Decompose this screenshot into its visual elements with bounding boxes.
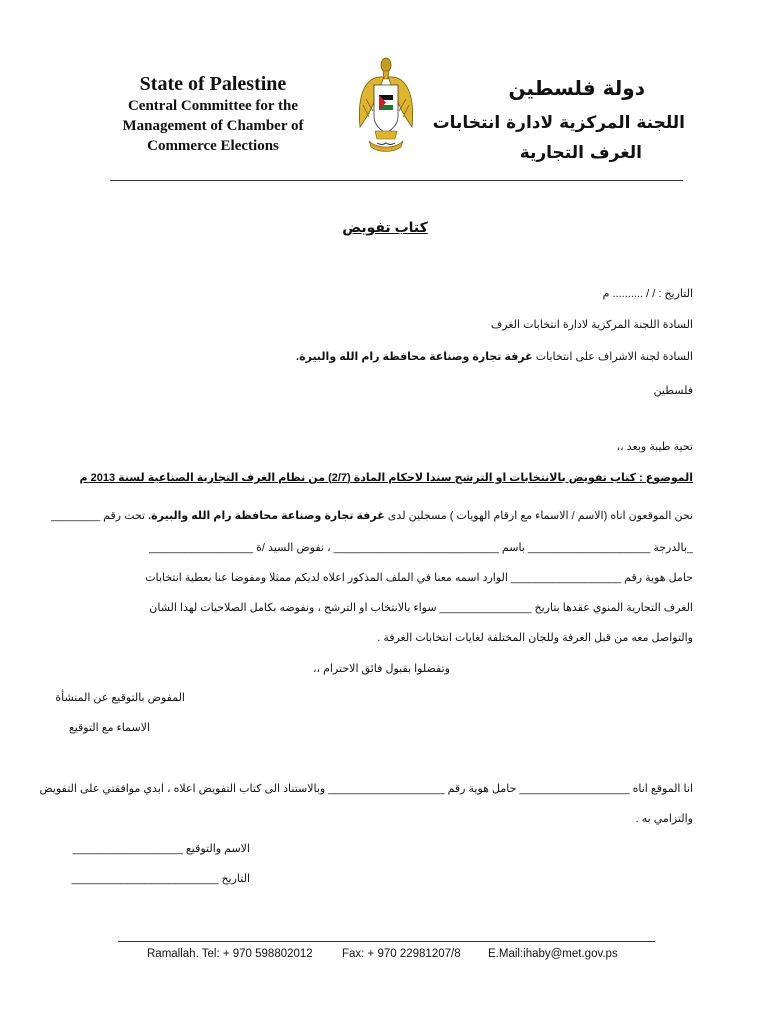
document-title: كتاب تفويض	[342, 219, 428, 235]
signature-label: المفوض بالتوقيع عن المنشأة	[55, 692, 185, 704]
footer-email: E.Mail:ihaby@met.gov.ps	[488, 948, 618, 960]
footer-fax: Fax: + 970 22981207/8	[342, 948, 461, 960]
header-en-subtitle-1: Central Committee for the	[127, 98, 299, 114]
recipient-line-2	[296, 350, 693, 363]
registration-number-field: تحت رقم ________	[51, 510, 149, 522]
paragraph-chamber-name: غرفة تجارة وصناعة محافظة رام الله والبيرة.	[148, 510, 385, 522]
header-divider	[110, 180, 683, 181]
paragraph-line-2: _بالدرجة ____________________ باسم ___________________________ ، نفوض السيد /ة _________________	[149, 542, 693, 554]
consent-line-2: والتزامي به .	[635, 813, 693, 825]
header-ar-title: دولة فلسطين	[508, 76, 645, 100]
consent-line: انا الموقع اناه __________________ حامل هوية رقم ___________________ وبالاستناد الى كتاب التفويض اعلاه ، ابدي موافقتي على التفويض	[39, 783, 693, 795]
header-en-title: State of Palestine	[139, 73, 287, 95]
name-signature-field: الاسم والتوقيع __________________	[72, 843, 250, 855]
names-signature-label: الاسماء مع التوقيع	[68, 722, 150, 734]
date-line: التاريخ : / / .......... م	[602, 288, 693, 300]
footer-address: Ramallah. Tel: + 970 598802012	[147, 948, 313, 960]
recipient-line-1: السادة اللجنة المركزية لادارة انتخابات الغرف	[490, 319, 693, 331]
paragraph-line-5: والتواصل معه من قبل الغرفة وللجان المختلفة لغايات انتخابات الغرفة .	[377, 632, 693, 644]
chamber-name: غرفة تجارة وصناعة محافظة رام الله والبيرة.	[296, 351, 533, 363]
header-en-subtitle-2: Management of Chamber of	[122, 118, 304, 134]
header-en-subtitle-3: Commerce Elections	[147, 138, 279, 154]
closing-line: وتفضلوا بقبول فائق الاحترام ،،	[312, 663, 450, 675]
header-ar-subtitle-1: اللجنة المركزية لادارة انتخابات	[432, 113, 685, 133]
greeting-line: تحية طيبة وبعد ،،	[616, 441, 693, 453]
country-line: فلسطين	[653, 385, 693, 397]
palestine-eagle-emblem	[355, 55, 417, 165]
date-signature-field: التاريخ ________________________	[71, 873, 250, 885]
paragraph-line-4: الغرف التجارية المنوي عقدها بتاريخ _______________ سواء بالانتخاب او الترشح ، ونفوضه بكامل الصلاحيات لهذا الشان	[149, 602, 693, 614]
subject-line: الموضوع : كتاب تفويض بالانتخابات او الترشح سندا لاحكام المادة (2/7) من نظام الغرف التجارية الصناعية لسنة 2013 م	[79, 472, 693, 484]
paragraph-line-1-text: نحن الموقعون اناه (الاسم / الاسماء مع ارقام الهويات ) مسجلين لدى	[384, 510, 693, 522]
paragraph-line-1	[51, 509, 693, 522]
header-ar-subtitle-2: الغرف التجارية	[519, 143, 642, 163]
footer-divider	[118, 941, 655, 942]
recipient-line-2-text: السادة لجنة الاشراف على انتخابات	[532, 351, 693, 363]
paragraph-line-3: حامل هوية رقم __________________ الوارد اسمه معنا في الملف المذكور اعلاه لديكم ممثلا ومفوضا عنا بعطية انتخابات	[145, 572, 693, 584]
